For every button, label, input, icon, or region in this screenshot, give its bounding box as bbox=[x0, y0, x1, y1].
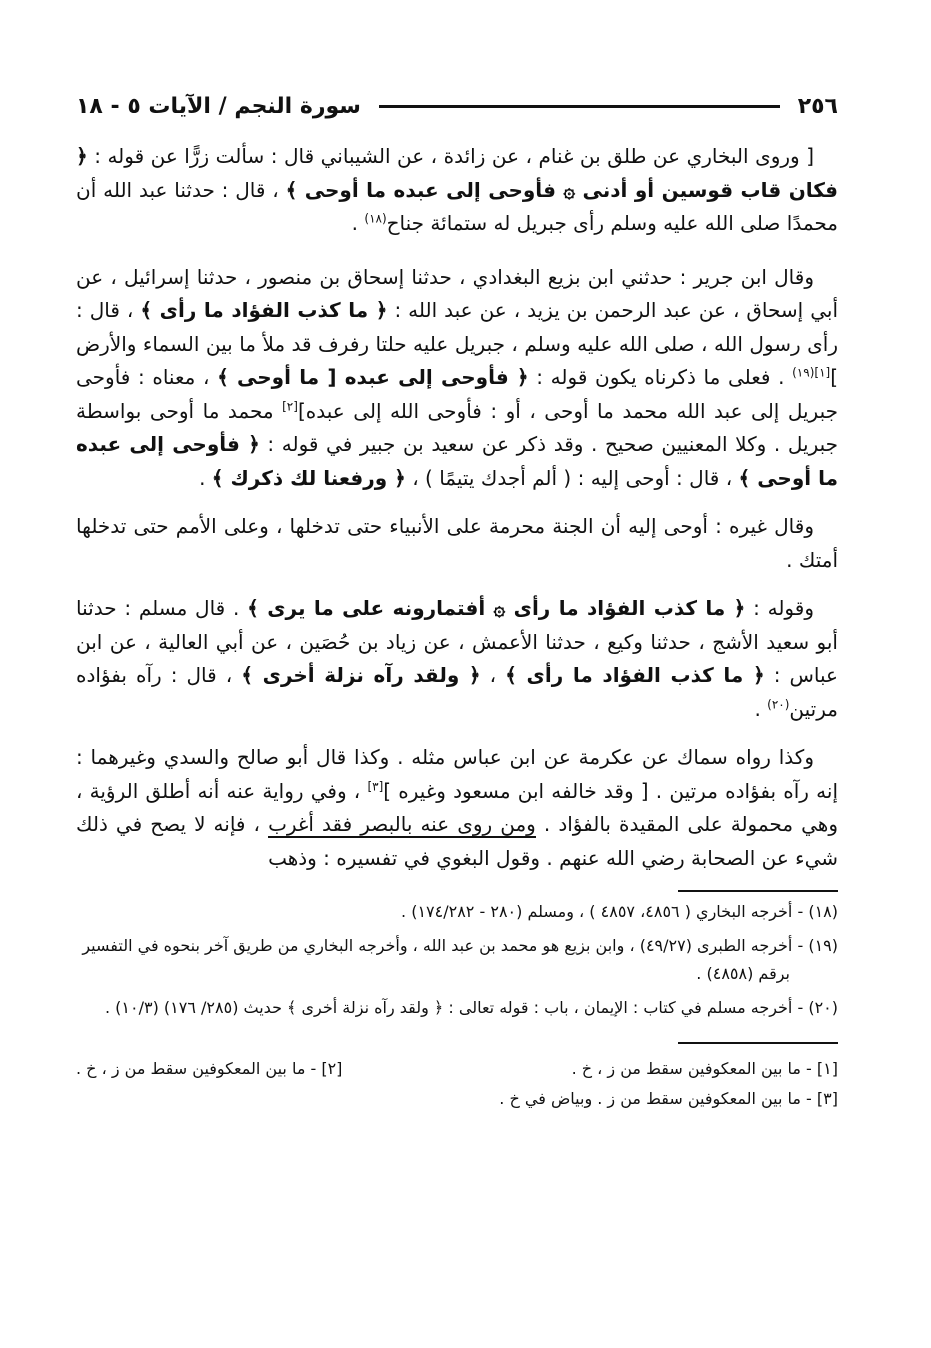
footnote-ref: (١٨) bbox=[364, 211, 387, 226]
paragraph-5 bbox=[76, 741, 838, 875]
variants-row bbox=[76, 1084, 838, 1114]
text-run: . قال مسلم : حدثنا أبو سعيد الأشج ، حدثنا وكيع ، حدثنا الأعمش ، عن زياد بن حُصَين ، عن أبي العالية ، عن ابن عباس : bbox=[76, 596, 838, 687]
variants-row bbox=[76, 1054, 838, 1084]
text-run: ، قال : رآه بفؤاده مرتين bbox=[76, 663, 838, 721]
variant-ref: [٢] bbox=[282, 398, 298, 413]
text-run: . فعلى ما ذكرناه يكون قوله : bbox=[528, 365, 793, 389]
quran-quote: ﴿ ولقد رآه نزلة أخرى ﴾ bbox=[241, 663, 481, 687]
text-run: ، وفي رواية عنه أنه أطلق الرؤية ، وهي محمولة على المقيدة بالفؤاد . bbox=[76, 778, 838, 836]
quran-quote: ﴿ ما كذب الفؤاد ما رأى ﴾ bbox=[505, 663, 765, 687]
text-run: وكذا رواه سماك عن عكرمة عن ابن عباس مثله . وكذا قال أبو صالح والسدي وغيرهما : إنه رآه بفؤاده مرتين . [ وقد خالفه ابن مسعود وغيره ] bbox=[76, 745, 838, 803]
variant-note-3: [٣] - ما بين المعكوفين سقط من ز . وبياض في خ . bbox=[499, 1089, 838, 1108]
footnote-ref: (٢٠) bbox=[767, 696, 790, 711]
footnote-20: (٢٠) - أخرجه مسلم في كتاب : الإيمان ، باب : قوله تعالى : ﴿ ولقد رآه نزلة أخرى ﴾ حديث (٢٨٥/ ١٧٦) (١٠/٣) . bbox=[104, 998, 838, 1017]
text-run: . bbox=[351, 211, 365, 235]
variant-ref: [٣] bbox=[367, 778, 384, 793]
text-run: وقوله : bbox=[745, 596, 814, 620]
footnote-18: (١٨) - أخرجه البخاري ( ٤٨٥٦، ٤٨٥٧ ) ، ومسلم (٢٨٠ - ١٧٤/٢٨٢) . bbox=[401, 902, 838, 921]
quran-quote: ﴿ فأوحى إلى عبده [ ما أوحى ﴾ bbox=[217, 365, 529, 389]
text-run: وقال غيره : أوحى إليه أن الجنة محرمة على الأنبياء حتى تدخلها ، وعلى الأمم حتى تدخلها أمتك . bbox=[76, 514, 838, 572]
paragraph-1 bbox=[76, 140, 838, 241]
underlined-text: ومن روى عنه بالبصر فقد أغرب bbox=[268, 812, 536, 836]
variants-rule bbox=[678, 1042, 838, 1044]
variant-note-1: [١] - ما بين المعكوفين سقط من ز ، خ . bbox=[571, 1059, 838, 1078]
paragraph-3 bbox=[76, 510, 838, 577]
footnote-19: (١٩) - أخرجه الطبرى (٤٩/٢٧) ، وابن بزيع هو محمد بن عبد الله ، وأخرجه البخاري من طريق آخر بنحوه في التفسير برقم (٤٨٥٨) . bbox=[82, 936, 838, 983]
text-run: . bbox=[754, 696, 768, 721]
text-run: ، قال : رأى رسول الله ، صلى الله عليه وسلم ، جبريل عليه حلتا رفرف قد ملأ ما بين السماء والأرض ] bbox=[76, 298, 839, 389]
paragraph-4 bbox=[76, 592, 838, 726]
quran-quote: ﴿ ما كذب الفؤاد ما رأى ﴾ bbox=[140, 298, 388, 322]
header-rule bbox=[379, 105, 780, 108]
text-run: ، قال : أوحى إليه : ( ألم أجدك يتيمًا ) ، bbox=[405, 465, 739, 490]
variant-ref: [١] bbox=[814, 365, 831, 380]
text-run: ، bbox=[480, 663, 506, 687]
text-run: . bbox=[199, 465, 212, 490]
variant-note-2: [٢] - ما بين المعكوفين سقط من ز ، خ . bbox=[76, 1059, 343, 1078]
surah-title: سورة النجم / الآيات ٥ - ١٨ bbox=[76, 93, 361, 119]
text-run: ، فإنه لا يصح في ذلك شيء عن الصحابة رضي الله عنهم . وقول البغوي في تفسيره : وذهب bbox=[76, 812, 838, 870]
footnotes bbox=[76, 898, 838, 1022]
page-number: ٢٥٦ bbox=[797, 93, 838, 119]
manuscript-variants bbox=[76, 1054, 838, 1114]
text-run: ، قال : حدثنا عبد الله أن محمدًا صلى الله عليه وسلم رأى جبريل له ستمائة جناح bbox=[76, 177, 838, 235]
quran-quote: ﴿ ما كذب الفؤاد ما رأى ۞ أفتمارونه على ما يرى ﴾ bbox=[247, 596, 746, 620]
footnote-rule bbox=[678, 890, 838, 892]
text-run: وقال ابن جرير : حدثني ابن بزيع البغدادي ، حدثنا إسحاق بن منصور ، حدثنا إسرائيل ، عن أبي إسحاق ، عن عبد الرحمن بن يزيد ، عن عبد الله : bbox=[76, 264, 839, 322]
footnote-ref: (١٩) bbox=[792, 365, 815, 380]
quran-quote: ﴿ ورفعنا لك ذكرك ﴾ bbox=[211, 465, 406, 490]
text-run: محمد ما أوحى بواسطة جبريل . وكلا المعنيين صحيح . وقد ذكر عن سعيد بن جبير في قوله : bbox=[76, 398, 838, 456]
paragraph-2 bbox=[76, 261, 838, 496]
body-text bbox=[76, 140, 838, 875]
running-head bbox=[76, 86, 838, 126]
text-run: ، معناه : فأوحى جبريل إلى عبد الله محمد ما أوحى ، أو : فأوحى الله إلى عبده] bbox=[76, 365, 838, 423]
text-run: [ وروى البخاري عن طلق بن غنام ، عن زائدة ، عن الشيباني قال : سألت زرًّا عن قوله : bbox=[87, 144, 814, 168]
quran-quote: ﴿ فأوحى إلى عبده ما أوحى ﴾ bbox=[76, 432, 838, 490]
quran-quote: ﴿ فكان قاب قوسين أو أدنى ۞ فأوحى إلى عبده ما أوحى ﴾ bbox=[76, 144, 838, 202]
